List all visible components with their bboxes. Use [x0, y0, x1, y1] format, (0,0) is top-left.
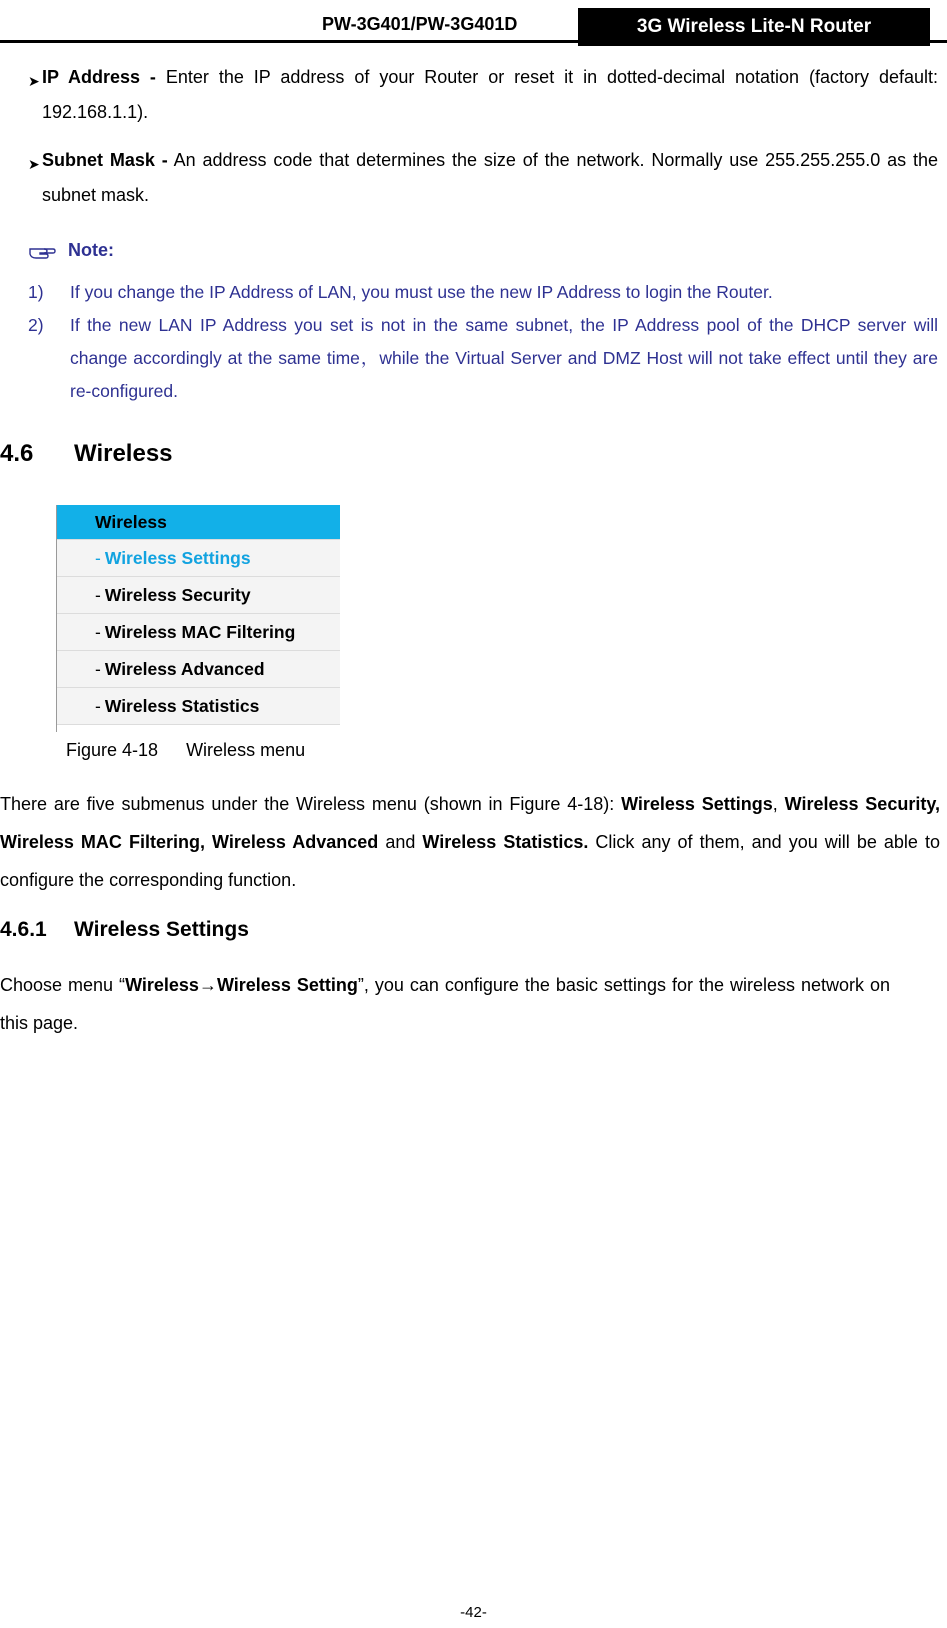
bold-run: Wireless Security, Wireless MAC Filtering, Wireless Advanced — [0, 794, 941, 852]
menu-item-wireless-advanced[interactable] — [57, 651, 340, 688]
note-item — [28, 276, 938, 309]
note-item-number: 2) — [28, 315, 44, 335]
menu-item-wireless-settings[interactable] — [57, 540, 340, 577]
text-run: There are five submenus under the Wireless menu (shown in Figure 4-18): — [0, 794, 622, 814]
bullet-arrow-icon: ➤ — [28, 73, 40, 89]
menu-item-label: Wireless Settings — [104, 547, 251, 568]
bullet-subnet-mask-body — [28, 143, 938, 213]
menu-dash: - — [95, 584, 101, 605]
bullet-text: Enter the IP address of your Router or reset it in dotted-decimal notation (factory default: 192.168.1.1). — [42, 67, 938, 122]
menu-dash: - — [95, 621, 101, 642]
page-header — [0, 8, 947, 42]
note-item-text: If you change the IP Address of LAN, you must use the new IP Address to login the Router. — [70, 282, 773, 302]
menu-item-label: Wireless Statistics — [104, 695, 260, 716]
menu-item-wireless-mac-filtering[interactable] — [57, 614, 340, 651]
page-number: -42- — [460, 1604, 487, 1621]
header-rule — [0, 40, 947, 43]
section-heading — [0, 440, 173, 468]
text-run: , — [772, 794, 785, 814]
text-run: ”, you can configure the basic settings for the wireless network on this page. — [0, 975, 891, 1033]
pointing-hand-icon — [28, 241, 56, 261]
subsection-number: 4.6.1 — [0, 918, 47, 941]
product-name: 3G Wireless Lite-N Router — [578, 8, 930, 46]
bold-run: Wireless→Wireless Setting — [125, 975, 358, 995]
bullet-ip-address-body — [28, 60, 938, 130]
menu-item-wireless-statistics[interactable] — [57, 688, 340, 725]
model-name: PW-3G401/PW-3G401D — [322, 14, 518, 34]
menu-item-label: Wireless Security — [104, 584, 251, 605]
menu-head-wireless[interactable] — [57, 505, 340, 540]
note-item — [28, 309, 938, 408]
figure-title: Wireless menu — [186, 740, 306, 760]
section-number: 4.6 — [0, 440, 34, 467]
menu-head-label: Wireless — [95, 511, 167, 532]
menu-item-wireless-security[interactable] — [57, 577, 340, 614]
note-item-number: 1) — [28, 282, 44, 302]
section-title: Wireless — [74, 440, 173, 467]
wireless-menu-figure — [56, 505, 340, 732]
menu-item-label: Wireless Advanced — [104, 658, 265, 679]
note-heading — [28, 240, 114, 261]
bullet-label: Subnet Mask - — [42, 150, 168, 170]
figure-caption — [66, 740, 305, 761]
note-item-text: If the new LAN IP Address you set is not in the same subnet, the IP Address pool of the DHCP server will change accordingly at the same time，while the Virtual Server and DMZ Host will not take effect until they are re-configured. — [70, 315, 938, 401]
subsection-title: Wireless Settings — [74, 918, 249, 941]
choose-paragraph — [0, 966, 890, 1042]
menu-dash: - — [95, 658, 101, 679]
menu-dash: - — [95, 695, 101, 716]
menu-dash: - — [95, 547, 101, 568]
menu-item-label: Wireless MAC Filtering — [104, 621, 296, 642]
note-title: Note: — [68, 240, 114, 260]
bullet-label: IP Address - — [42, 67, 156, 87]
bold-run: Wireless Statistics. — [422, 832, 589, 852]
text-run: Click any of them, and you will be able to configure the corresponding function. — [0, 832, 940, 890]
text-run: Choose menu “ — [0, 975, 126, 995]
figure-label: Figure 4-18 — [66, 740, 159, 760]
subsection-heading — [0, 918, 249, 942]
bullet-arrow-icon: ➤ — [28, 156, 40, 172]
bullet-text: An address code that determines the size of the network. Normally use 255.255.255.0 as the subnet mask. — [42, 150, 938, 205]
intro-paragraph — [0, 785, 940, 899]
bold-run: Wireless Settings — [621, 794, 773, 814]
text-run: and — [378, 832, 423, 852]
